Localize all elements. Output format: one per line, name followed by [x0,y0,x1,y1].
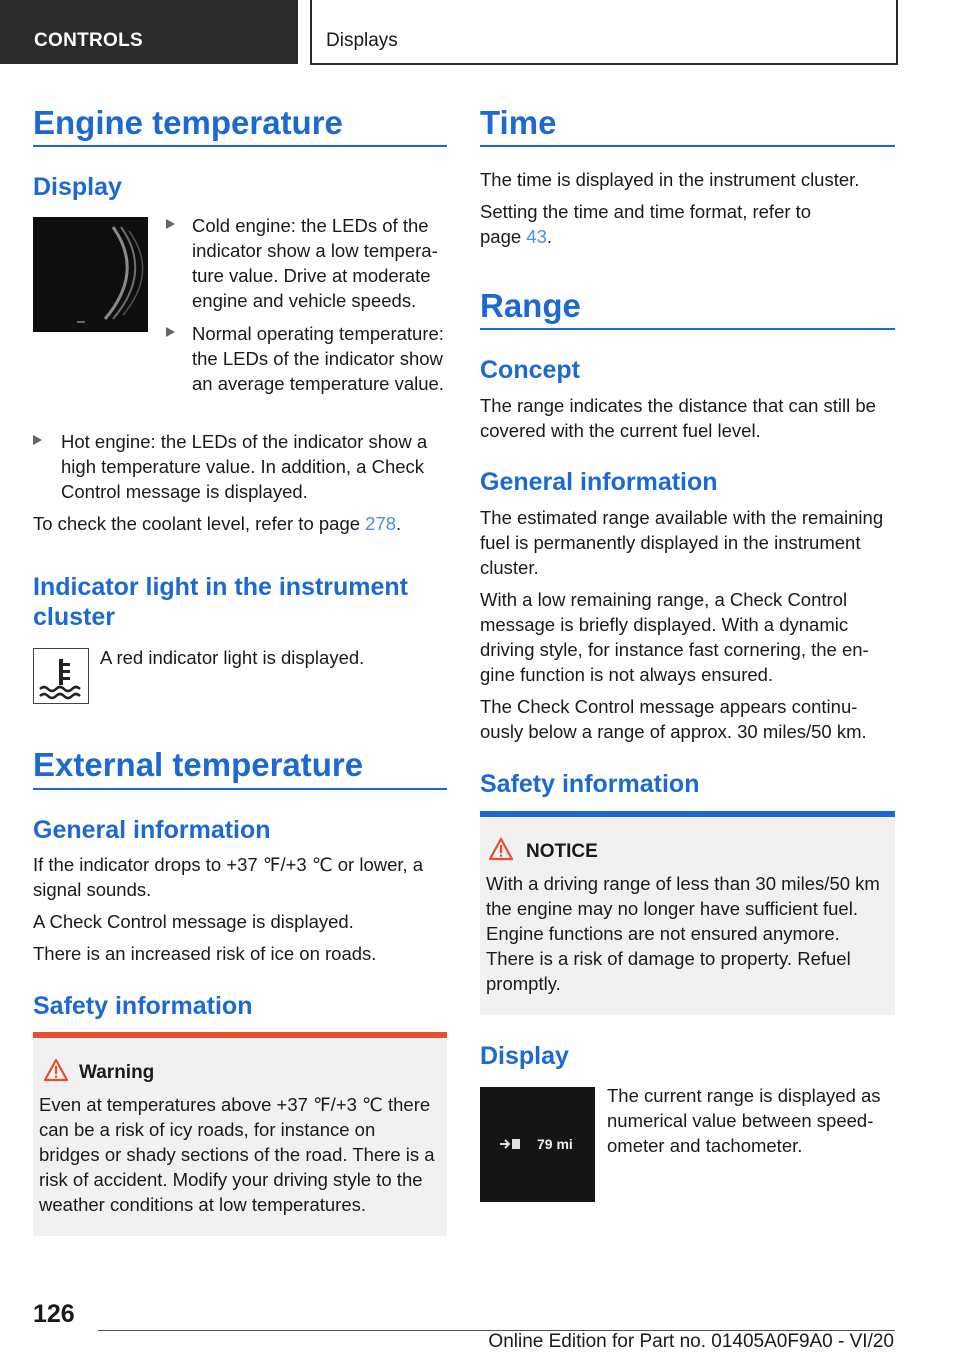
safety-information-heading: Safety information [33,992,253,1020]
paragraph: With a low remaining range, a Check Control message is briefly displayed. With a dynamic driving style, for instance fast cornering, the engine function is not always ensured. [480,589,869,685]
heading-rule [480,328,895,330]
paragraph: If the indicator drops to +37 ℉/+3 ℃ or lower, a signal sounds. [33,854,424,900]
external-temperature-heading: External temperature [33,746,364,783]
range-display-image [480,1087,595,1202]
page-number: 126 [33,1300,75,1328]
heading-rule [33,788,447,790]
paragraph: The current range is displayed as numerical value between speedometer and tachometer. [607,1085,881,1156]
edition-note: Online Edition for Part no. 01405A0F9A0 - VI/20 [488,1331,894,1352]
page-link[interactable]: 43 [526,226,547,247]
heading-rule [33,145,447,147]
warning-label: Warning [79,1062,155,1083]
subsection-tab [310,0,898,65]
paragraph: The time is displayed in the instrument cluster. [480,169,860,190]
display-heading: Display [33,173,122,201]
paragraph: The estimated range available with the remaining fuel is permanently displayed in the instrument cluster. [480,507,884,578]
subsection-label: Displays [326,30,398,51]
warning-triangle-icon [488,837,514,861]
engine-temperature-heading: Engine temperature [33,104,343,141]
range-heading: Range [480,287,581,324]
notice-text: With a driving range of less than 30 miles/50 km the engine may no longer have sufficient fuel. Engine functions are not ensured anymore. There is a risk of damage to property. Refuel promptly. [486,873,880,994]
time-setting-reference: Setting the time and time format, refer to page 43. [480,201,812,247]
range-readout: 79 mi [537,1136,573,1152]
notice-bar [480,811,895,817]
general-information-heading: General information [480,468,718,496]
fuel-range-icon [500,1137,522,1151]
triangle-bullet-icon [166,219,175,229]
time-heading: Time [480,104,557,141]
warning-triangle-icon [43,1058,69,1082]
coolant-reference: To check the coolant level, refer to page 278. [33,513,402,534]
section-label: CONTROLS [34,30,144,51]
paragraph: A Check Control message is displayed. [33,911,354,932]
paragraph: The Check Control message appears continuously below a range of approx. 30 miles/50 km. [480,696,867,742]
general-information-heading: General information [33,816,271,844]
notice-label: NOTICE [526,841,598,862]
safety-information-heading: Safety information [480,770,700,798]
warning-box [33,1032,447,1236]
gauge-arc-icon [33,217,148,332]
page-link[interactable]: 278 [365,513,397,534]
concept-heading: Concept [480,356,580,384]
warning-bar [33,1032,447,1038]
triangle-bullet-icon [166,327,175,337]
engine-temp-gauge-image [33,217,148,332]
notice-box [480,811,895,1015]
paragraph: The range indicates the distance that can still be covered with the current fuel level. [480,395,876,441]
heading-rule [480,145,895,147]
indicator-light-heading: Indicator light in the instrument cluster [33,573,408,631]
warning-text: Even at temperatures above +37 ℉/+3 ℃ there can be a risk of icy roads, for instance on bridges or shady sections of the road. There is a risk of accident. Modify your driving style to the weather conditions at low temperatures. [39,1094,435,1215]
coolant-warning-icon [33,648,89,704]
triangle-bullet-icon [33,435,42,445]
section-tab [0,0,298,64]
display-heading: Display [480,1042,569,1070]
indicator-text: A red indicator light is displayed. [100,647,365,668]
paragraph: There is an increased risk of ice on roads. [33,943,377,964]
